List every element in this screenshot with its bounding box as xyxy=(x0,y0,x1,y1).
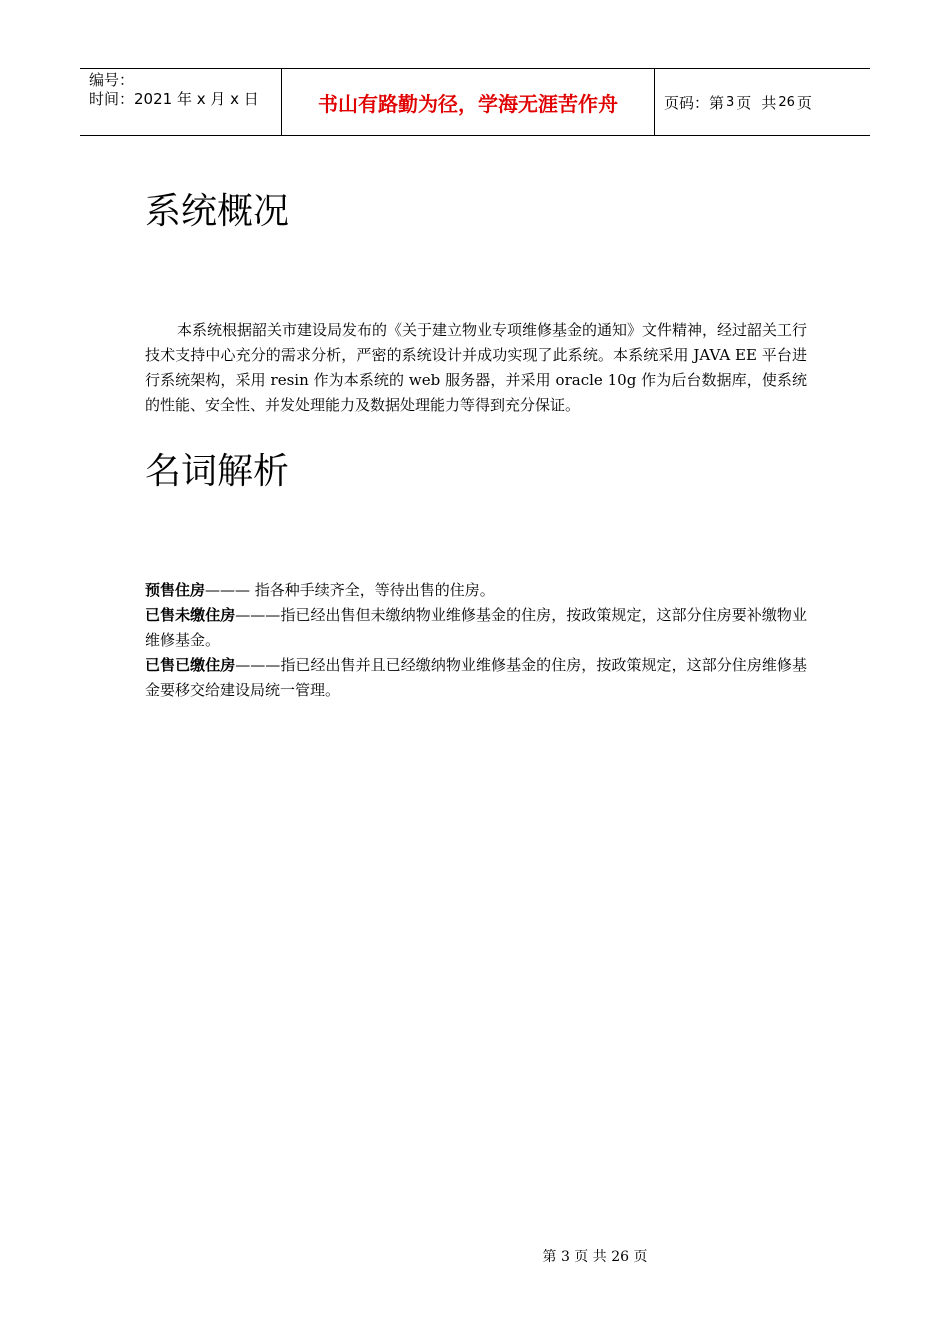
glossary-item xyxy=(145,603,807,653)
overview-paragraph: 本系统根据韶关市建设局发布的《关于建立物业专项维修基金的通知》文件精神，经过韶关工行技术支持中心充分的需求分析，严密的系统设计并成功实现了此系统。本系统采用 JAVA EE 平台进行系统架构，采用 resin 作为本系统的 web 服务器，并采用 oracle 10g 作为后台数据库，使系统的性能、安全性、并发处理能力及数据处理能力等得到充分保证。 xyxy=(145,321,808,414)
header-motto: 书山有路勤为径，学海无涯苦作舟 xyxy=(281,69,655,135)
glossary-list xyxy=(145,578,807,703)
glossary-item xyxy=(145,653,807,703)
page-total: 26 xyxy=(778,94,795,110)
page-total-prefix: 共 xyxy=(761,93,777,112)
glossary-section xyxy=(145,450,807,494)
glossary-term: 已售已缴住房 xyxy=(145,656,236,674)
overview-body xyxy=(145,318,807,418)
time-label: 时间：2021 年 x 月 x 日 xyxy=(89,90,259,108)
glossary-term: 已售未缴住房 xyxy=(145,606,236,624)
overview-title: 系统概况 xyxy=(145,191,290,232)
page-prefix: 页码：第 xyxy=(664,93,725,112)
page-current: 3 xyxy=(726,94,735,110)
glossary-definition: ———指已经出售并且已经缴纳物业维修基金的住房，按政策规定，这部分住房维修基金要移交给建设局统一管理。 xyxy=(145,656,807,699)
glossary-definition: ———指已经出售但未缴纳物业维修基金的住房，按政策规定，这部分住房要补缴物业维修基金。 xyxy=(145,606,807,649)
serial-label: 编号： xyxy=(89,71,135,89)
glossary-item xyxy=(145,578,807,603)
page-footer: 第 3 页 共 26 页 xyxy=(542,1249,648,1265)
overview-section xyxy=(145,190,807,234)
glossary-definition: ——— 指各种手续齐全，等待出售的住房。 xyxy=(205,581,495,599)
glossary-term: 预售住房 xyxy=(145,581,206,599)
page-header xyxy=(80,68,870,136)
header-page-info xyxy=(655,69,870,135)
page-total-suffix: 页 xyxy=(796,93,812,112)
glossary-title: 名词解析 xyxy=(145,451,290,492)
page-mid: 页 xyxy=(736,93,752,112)
header-meta xyxy=(80,69,281,135)
